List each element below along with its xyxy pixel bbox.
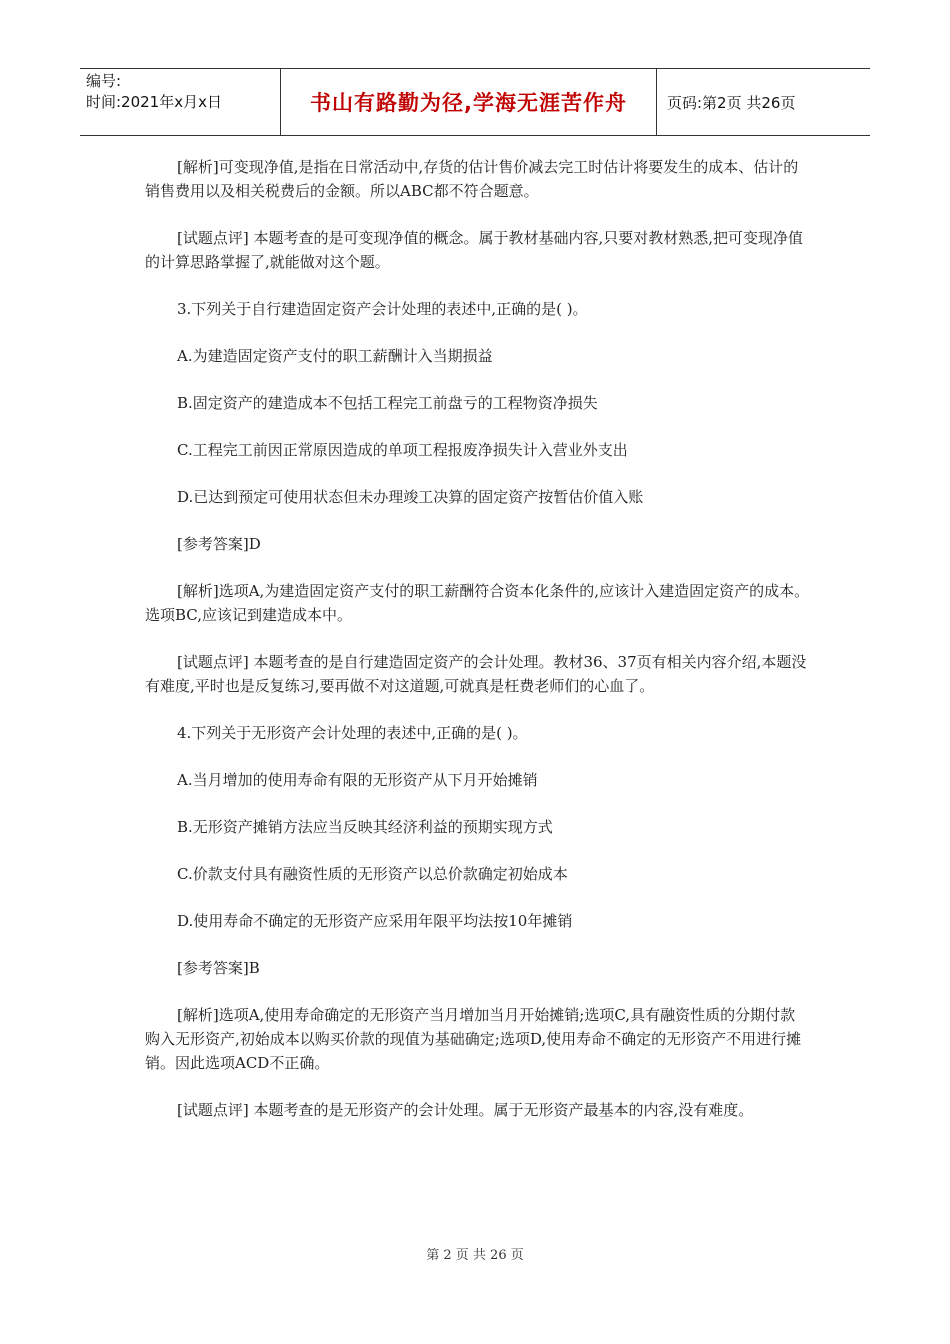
- option-d: D.已达到预定可使用状态但未办理竣工决算的固定资产按暂估价值入账: [177, 488, 644, 506]
- option-a: A.当月增加的使用寿命有限的无形资产从下月开始摊销: [177, 771, 538, 789]
- option-c: C.价款支付具有融资性质的无形资产以总价款确定初始成本: [177, 865, 568, 883]
- question-4: 4.下列关于无形资产会计处理的表述中,正确的是( )。: [177, 724, 528, 742]
- option-b: B.固定资产的建造成本不包括工程完工前盘亏的工程物资净损失: [177, 394, 598, 412]
- header-meta: [80, 69, 281, 135]
- paragraph: [解析]选项A,使用寿命确定的无形资产当月增加当月开始摊销;选项C,具有融资性质的分期付款购入无形资产,初始成本以购买价款的现值为基础确定;选项D,使用寿命不确定的无形资产不用进行摊销。因此选项ACD不正确。: [145, 1006, 802, 1072]
- document-body: [145, 155, 810, 1122]
- reference-answer: [参考答案]D: [177, 535, 261, 553]
- document-time-label: 时间:2021年x月x日: [86, 93, 222, 111]
- option-d: D.使用寿命不确定的无形资产应采用年限平均法按10年摊销: [177, 912, 573, 930]
- paragraph: [试题点评] 本题考查的是无形资产的会计处理。属于无形资产最基本的内容,没有难度。: [177, 1101, 754, 1119]
- header-page-number: 页码:第2页 共26页: [667, 93, 796, 112]
- document-number-label: 编号:: [86, 72, 122, 90]
- header-motto: 书山有路勤为径,学海无涯苦作舟: [281, 69, 657, 135]
- paragraph: [试题点评] 本题考查的是可变现净值的概念。属于教材基础内容,只要对教材熟悉,把可变现净值的计算思路掌握了,就能做对这个题。: [145, 229, 804, 271]
- option-c: C.工程完工前因正常原因造成的单项工程报废净损失计入营业外支出: [177, 441, 628, 459]
- page-header: [80, 68, 870, 136]
- paragraph: [解析]选项A,为建造固定资产支付的职工薪酬符合资本化条件的,应该计入建造固定资产的成本。选项BC,应该记到建造成本中。: [145, 582, 810, 624]
- paragraph: [试题点评] 本题考查的是自行建造固定资产的会计处理。教材36、37页有相关内容介绍,本题没有难度,平时也是反复练习,要再做不对这道题,可就真是枉费老师们的心血了。: [145, 653, 807, 695]
- paragraph: [解析]可变现净值,是指在日常活动中,存货的估计售价减去完工时估计将要发生的成本、估计的销售费用以及相关税费后的金额。所以ABC都不符合题意。: [145, 158, 799, 200]
- reference-answer: [参考答案]B: [177, 959, 260, 977]
- option-a: A.为建造固定资产支付的职工薪酬计入当期损益: [177, 347, 493, 365]
- page-footer: 第 2 页 共 26 页: [426, 1248, 524, 1263]
- question-3: 3.下列关于自行建造固定资产会计处理的表述中,正确的是( )。: [177, 300, 588, 318]
- option-b: B.无形资产摊销方法应当反映其经济利益的预期实现方式: [177, 818, 553, 836]
